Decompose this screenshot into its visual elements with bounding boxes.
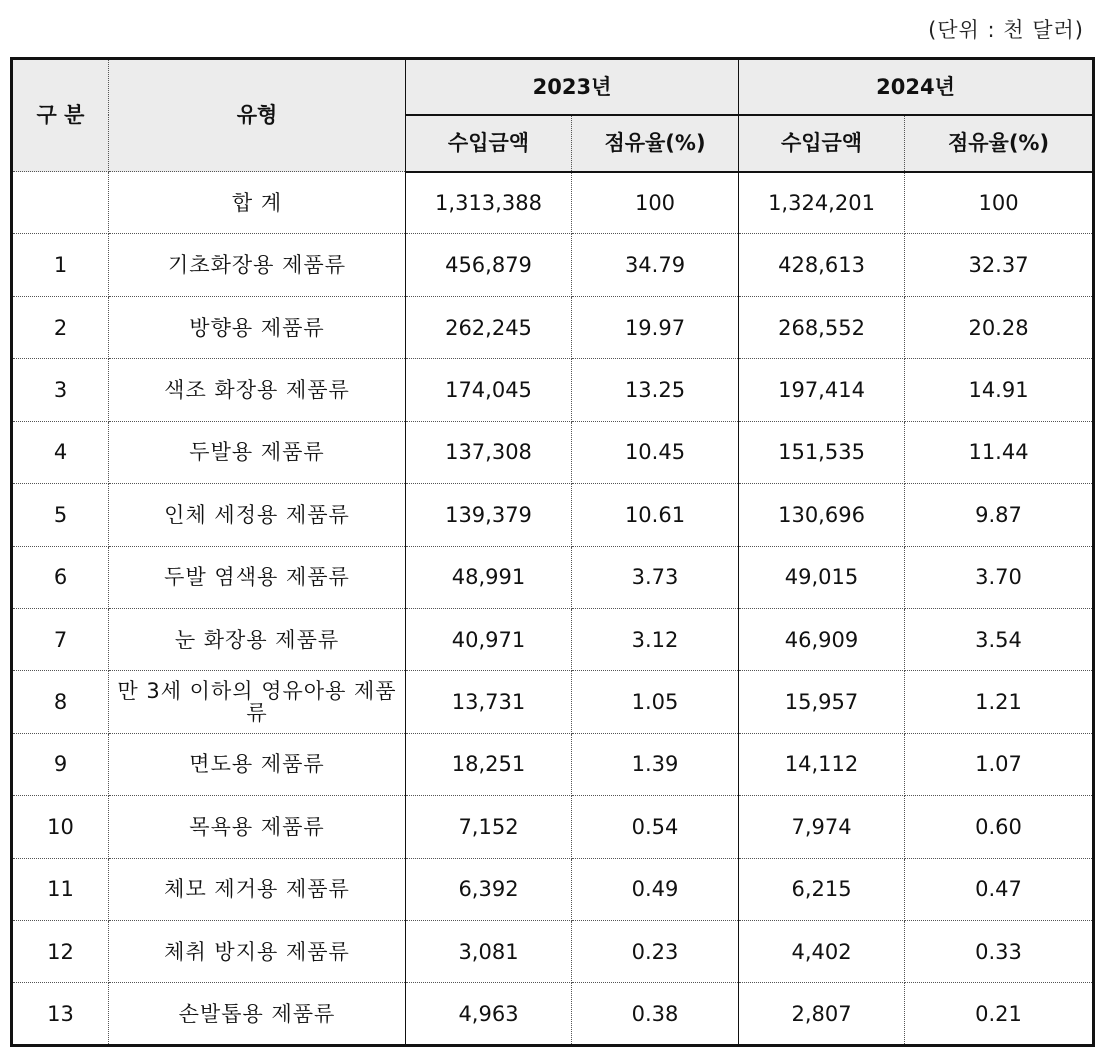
type-cell: 색조 화장용 제품류	[109, 359, 406, 421]
import-amount-2023-cell: 174,045	[406, 359, 572, 421]
share-2023-cell: 13.25	[572, 359, 739, 421]
import-amount-2023-cell: 13,731	[406, 671, 572, 733]
import-amount-2024-cell: 2,807	[739, 983, 905, 1046]
share-2024-cell: 0.33	[905, 921, 1094, 983]
import-amount-2023-cell: 456,879	[406, 234, 572, 296]
table-row	[12, 234, 1094, 296]
type-cell: 기초화장용 제품류	[109, 234, 406, 296]
import-amount-2024-cell: 428,613	[739, 234, 905, 296]
header-import-amount-2023: 수입금액	[406, 115, 572, 172]
import-amount-2024-cell: 130,696	[739, 484, 905, 546]
table-row	[12, 421, 1094, 483]
import-amount-2024-cell: 4,402	[739, 921, 905, 983]
header-year-2023: 2023년	[406, 59, 739, 115]
share-2023-cell: 34.79	[572, 234, 739, 296]
share-2024-cell: 1.07	[905, 733, 1094, 795]
type-cell: 두발 염색용 제품류	[109, 546, 406, 608]
type-cell: 인체 세정용 제품류	[109, 484, 406, 546]
share-2024-cell: 32.37	[905, 234, 1094, 296]
table-row	[12, 296, 1094, 358]
share-2023-cell: 0.38	[572, 983, 739, 1046]
row-number-cell: 9	[12, 733, 109, 795]
table-row	[12, 858, 1094, 920]
import-amount-2024-cell: 46,909	[739, 608, 905, 670]
table-row	[12, 796, 1094, 858]
import-amount-2023-cell: 7,152	[406, 796, 572, 858]
share-2024-cell: 3.54	[905, 608, 1094, 670]
table-row	[12, 608, 1094, 670]
import-amount-2024-cell: 14,112	[739, 733, 905, 795]
type-cell: 목욕용 제품류	[109, 796, 406, 858]
import-amount-2024-cell: 15,957	[739, 671, 905, 733]
import-amount-2024-cell: 49,015	[739, 546, 905, 608]
import-amount-2023-cell: 6,392	[406, 858, 572, 920]
share-2024-cell: 11.44	[905, 421, 1094, 483]
import-amount-2023-cell: 3,081	[406, 921, 572, 983]
share-2023-cell: 19.97	[572, 296, 739, 358]
share-2024-cell: 14.91	[905, 359, 1094, 421]
row-number-cell: 6	[12, 546, 109, 608]
import-amount-2023-cell: 4,963	[406, 983, 572, 1046]
type-cell: 방향용 제품류	[109, 296, 406, 358]
share-2023-cell: 0.49	[572, 858, 739, 920]
import-amount-2023-cell: 48,991	[406, 546, 572, 608]
unit-note: (단위 : 천 달러)	[928, 18, 1084, 42]
row-number-cell: 11	[12, 858, 109, 920]
share-2023-cell: 3.12	[572, 608, 739, 670]
share-2023-cell: 1.05	[572, 671, 739, 733]
table-row	[12, 671, 1094, 733]
row-number-cell	[12, 172, 109, 234]
share-2024-cell: 3.70	[905, 546, 1094, 608]
type-cell: 두발용 제품류	[109, 421, 406, 483]
row-number-cell: 1	[12, 234, 109, 296]
import-amount-2024-cell: 268,552	[739, 296, 905, 358]
table-row	[12, 546, 1094, 608]
row-number-cell: 7	[12, 608, 109, 670]
import-amount-2023-cell: 18,251	[406, 733, 572, 795]
share-2024-cell: 0.60	[905, 796, 1094, 858]
import-amount-2024-cell: 151,535	[739, 421, 905, 483]
row-number-cell: 10	[12, 796, 109, 858]
import-amount-2023-cell: 137,308	[406, 421, 572, 483]
header-row-1	[12, 59, 1094, 115]
row-number-cell: 13	[12, 983, 109, 1046]
type-cell: 눈 화장용 제품류	[109, 608, 406, 670]
type-cell: 체취 방지용 제품류	[109, 921, 406, 983]
share-2024-cell: 100	[905, 172, 1094, 234]
share-2023-cell: 0.54	[572, 796, 739, 858]
import-amount-2024-cell: 1,324,201	[739, 172, 905, 234]
type-cell: 면도용 제품류	[109, 733, 406, 795]
row-number-cell: 12	[12, 921, 109, 983]
table-row	[12, 733, 1094, 795]
header-year-2024: 2024년	[739, 59, 1094, 115]
import-amount-2023-cell: 40,971	[406, 608, 572, 670]
header-import-amount-2024: 수입금액	[739, 115, 905, 172]
type-cell: 체모 제거용 제품류	[109, 858, 406, 920]
row-number-cell: 5	[12, 484, 109, 546]
import-amount-2024-cell: 197,414	[739, 359, 905, 421]
row-number-cell: 2	[12, 296, 109, 358]
header-type: 유형	[109, 59, 406, 172]
share-2023-cell: 10.45	[572, 421, 739, 483]
cosmetics-import-table	[10, 57, 1095, 1047]
share-2023-cell: 10.61	[572, 484, 739, 546]
header-share-2024: 점유율(%)	[905, 115, 1094, 172]
share-2024-cell: 0.21	[905, 983, 1094, 1046]
row-number-cell: 4	[12, 421, 109, 483]
import-amount-2024-cell: 6,215	[739, 858, 905, 920]
share-2024-cell: 9.87	[905, 484, 1094, 546]
type-cell: 손발톱용 제품류	[109, 983, 406, 1046]
header-category: 구 분	[12, 59, 109, 172]
table-row	[12, 359, 1094, 421]
share-2024-cell: 0.47	[905, 858, 1094, 920]
total-row	[12, 172, 1094, 234]
import-amount-2023-cell: 1,313,388	[406, 172, 572, 234]
row-number-cell: 3	[12, 359, 109, 421]
import-amount-2023-cell: 262,245	[406, 296, 572, 358]
table-row	[12, 983, 1094, 1046]
share-2023-cell: 1.39	[572, 733, 739, 795]
share-2023-cell: 0.23	[572, 921, 739, 983]
table-body	[12, 172, 1094, 1046]
header-share-2023: 점유율(%)	[572, 115, 739, 172]
table-row	[12, 921, 1094, 983]
share-2024-cell: 20.28	[905, 296, 1094, 358]
table-row	[12, 484, 1094, 546]
type-cell: 만 3세 이하의 영유아용 제품류	[109, 671, 406, 733]
import-amount-2023-cell: 139,379	[406, 484, 572, 546]
share-2024-cell: 1.21	[905, 671, 1094, 733]
row-number-cell: 8	[12, 671, 109, 733]
type-cell: 합 계	[109, 172, 406, 234]
share-2023-cell: 3.73	[572, 546, 739, 608]
share-2023-cell: 100	[572, 172, 739, 234]
import-amount-2024-cell: 7,974	[739, 796, 905, 858]
